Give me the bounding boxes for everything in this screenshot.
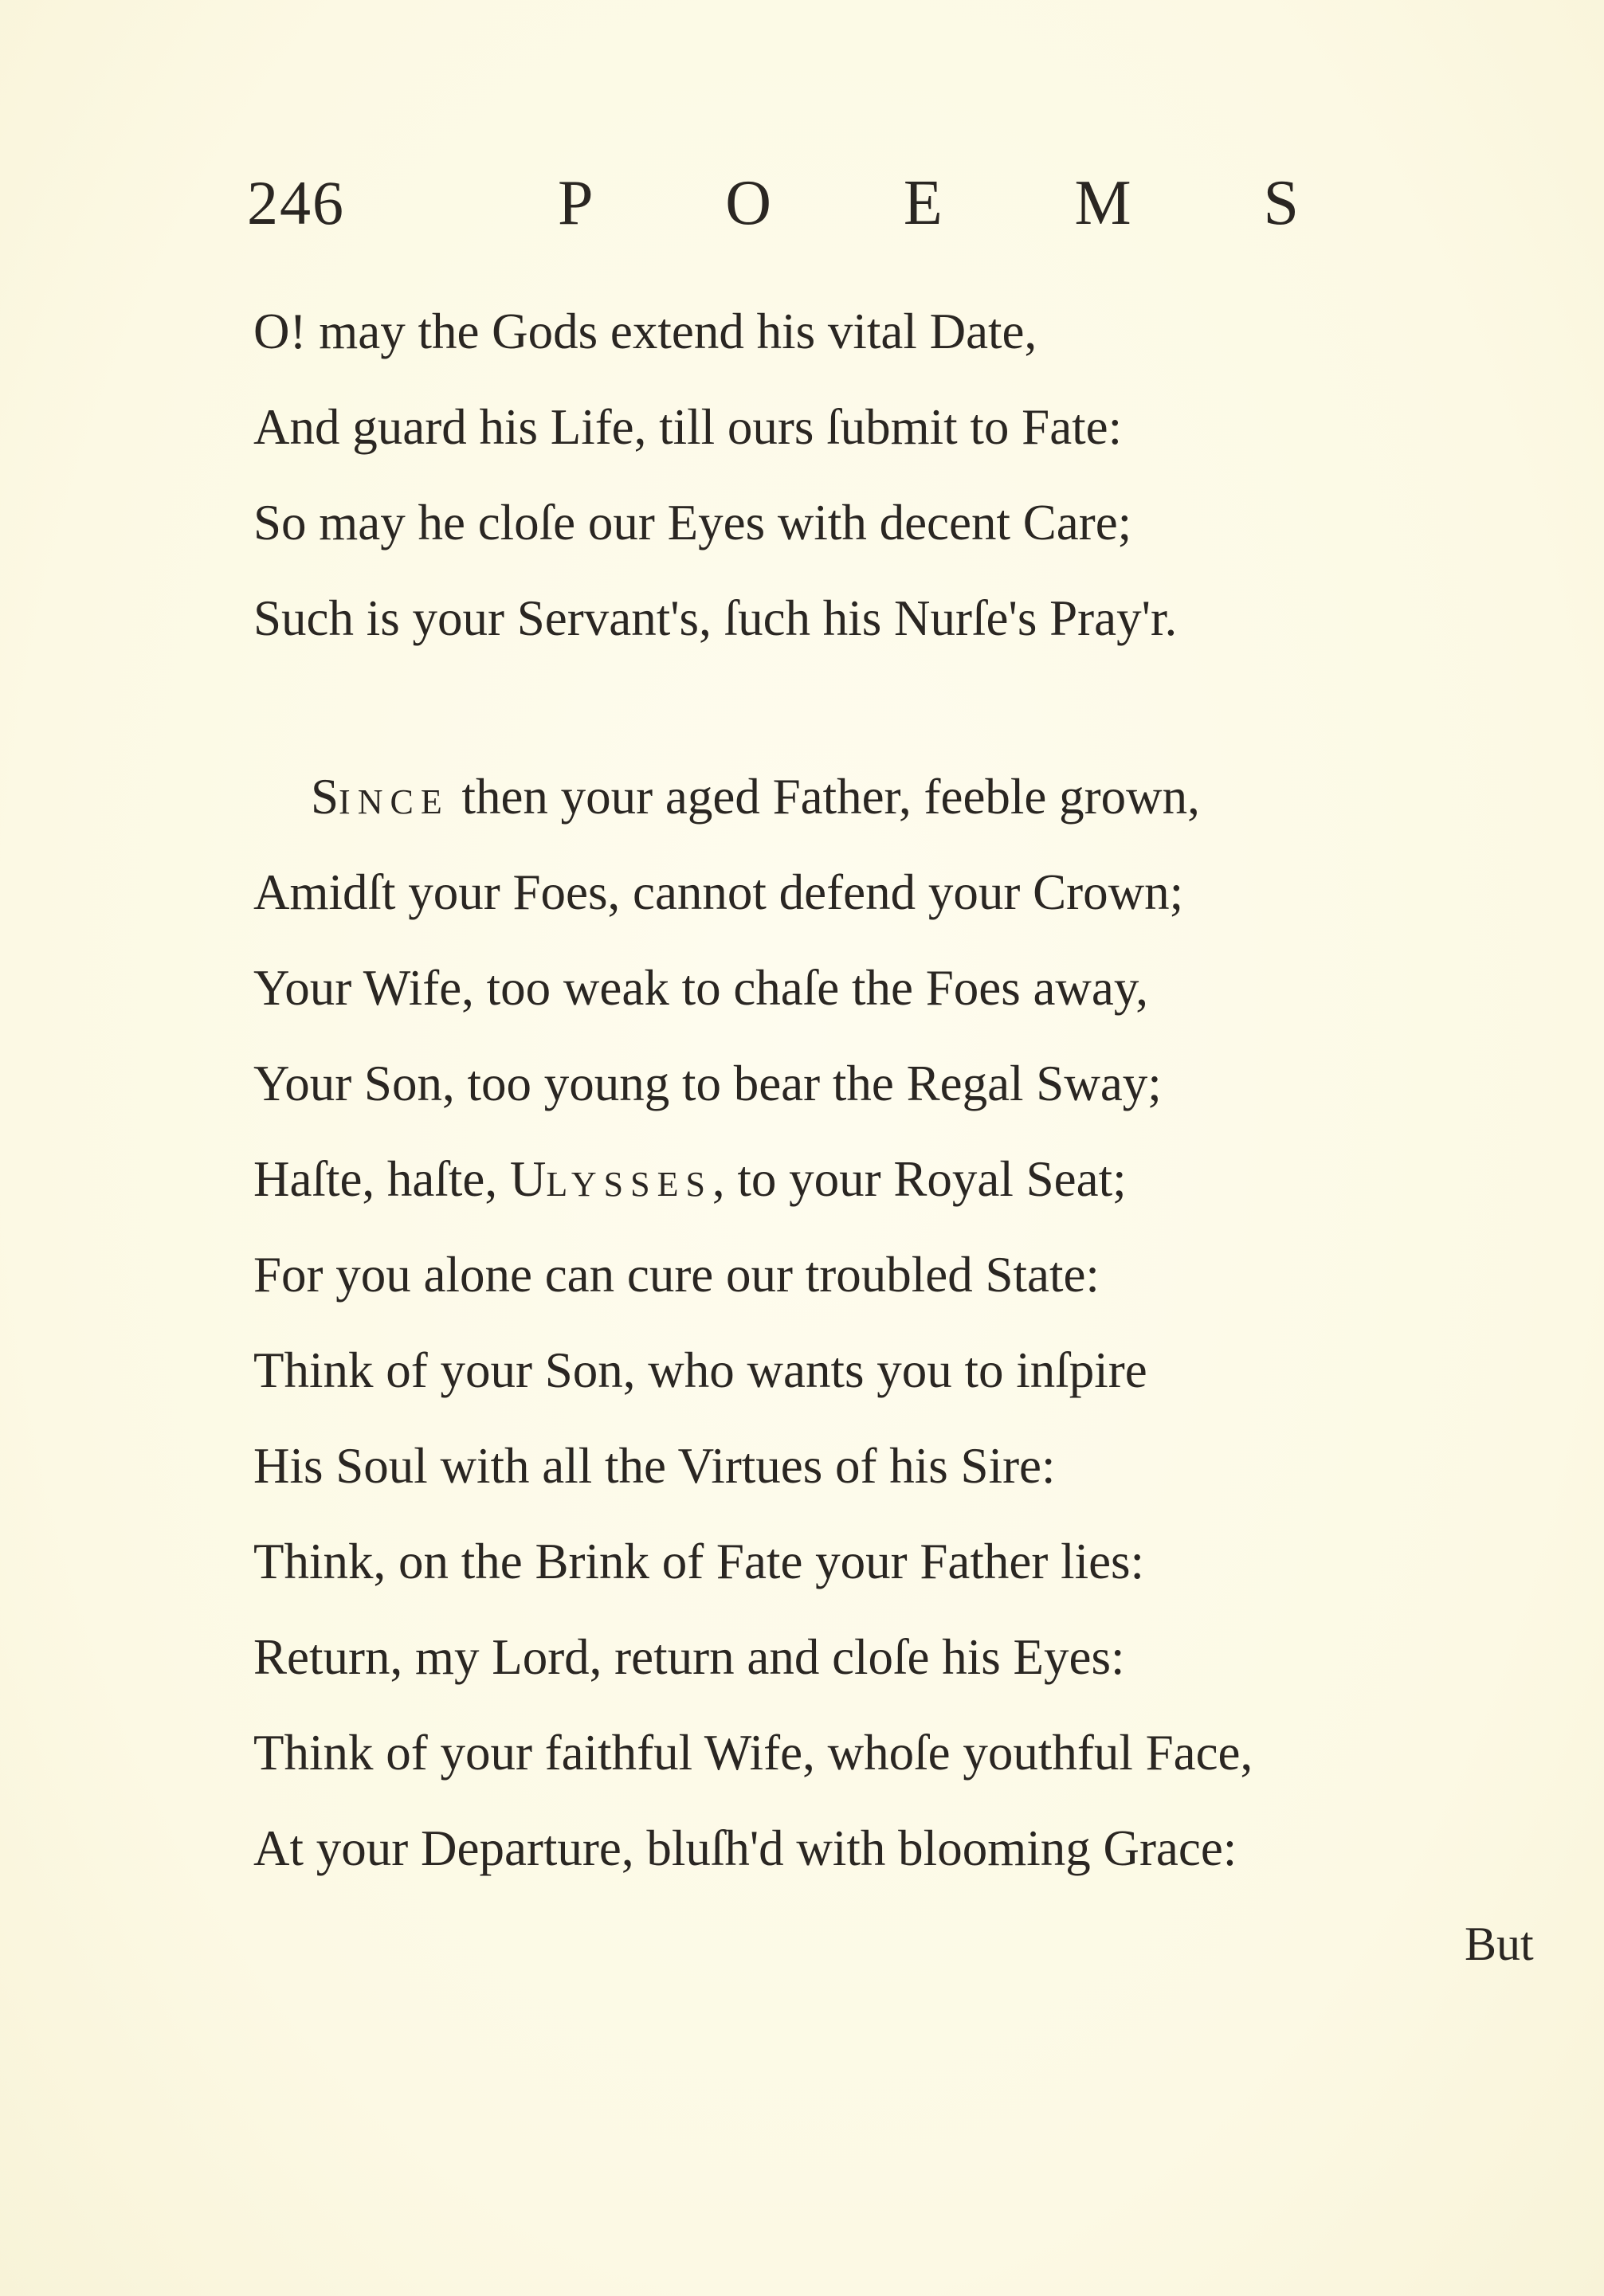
running-title (558, 159, 1299, 247)
page-number: 246 (247, 168, 345, 237)
running-head (247, 159, 1299, 247)
title-letter: M (1074, 168, 1131, 238)
verse-text: Haſte, haſte, (253, 1151, 510, 1207)
verse-line: Think, on the Brink of Fate your Father lies: (253, 1534, 1145, 1589)
verse-line: So may he cloſe our Eyes with decent Care; (253, 495, 1132, 550)
smallcaps-name: LYSSES (546, 1165, 712, 1204)
verse-line: And guard his Life, till ours ſubmit to Fate: (253, 399, 1123, 455)
verse-line: Such is your Servant's, ſuch his Nurſe's Pray'r. (253, 590, 1178, 646)
verse-line: Think of your faithful Wife, whoſe youthful Face, (253, 1725, 1253, 1781)
verse-line: Amidſt your Foes, cannot defend your Crown; (253, 864, 1184, 920)
title-letter: E (903, 168, 943, 238)
verse-text: , to your Royal Seat; (712, 1151, 1127, 1207)
verse-line: Think of your Son, who wants you to inſpire (253, 1342, 1147, 1398)
verse-line: Your Wife, too weak to chaſe the Foes away, (253, 960, 1149, 1016)
verse-line: His Soul with all the Virtues of his Sire: (253, 1438, 1056, 1494)
smallcaps-text: INCE (339, 782, 449, 821)
verse-line: Your Son, too young to bear the Regal Sway; (253, 1056, 1162, 1111)
verse-line-opening (253, 749, 1253, 844)
catchword: But (1465, 1918, 1534, 1970)
drop-initial: S (311, 769, 339, 825)
title-letter: O (725, 168, 772, 238)
title-letter: S (1263, 168, 1299, 238)
verse-line: O! may the Gods extend his vital Date, (253, 304, 1037, 359)
name-initial: U (509, 1151, 547, 1207)
verse-line-ulysses (253, 1131, 1253, 1227)
verse-line: For you alone can cure our troubled State: (253, 1247, 1100, 1303)
verse-line: Return, my Lord, return and cloſe his Eyes: (253, 1629, 1125, 1685)
verse-line: At your Departure, bluſh'd with blooming Grace: (253, 1820, 1237, 1876)
stanza-1 (253, 284, 1177, 666)
stanza-2 (253, 749, 1253, 1896)
title-letter: P (558, 168, 594, 238)
verse-text: then your aged Father, feeble grown, (449, 769, 1200, 825)
